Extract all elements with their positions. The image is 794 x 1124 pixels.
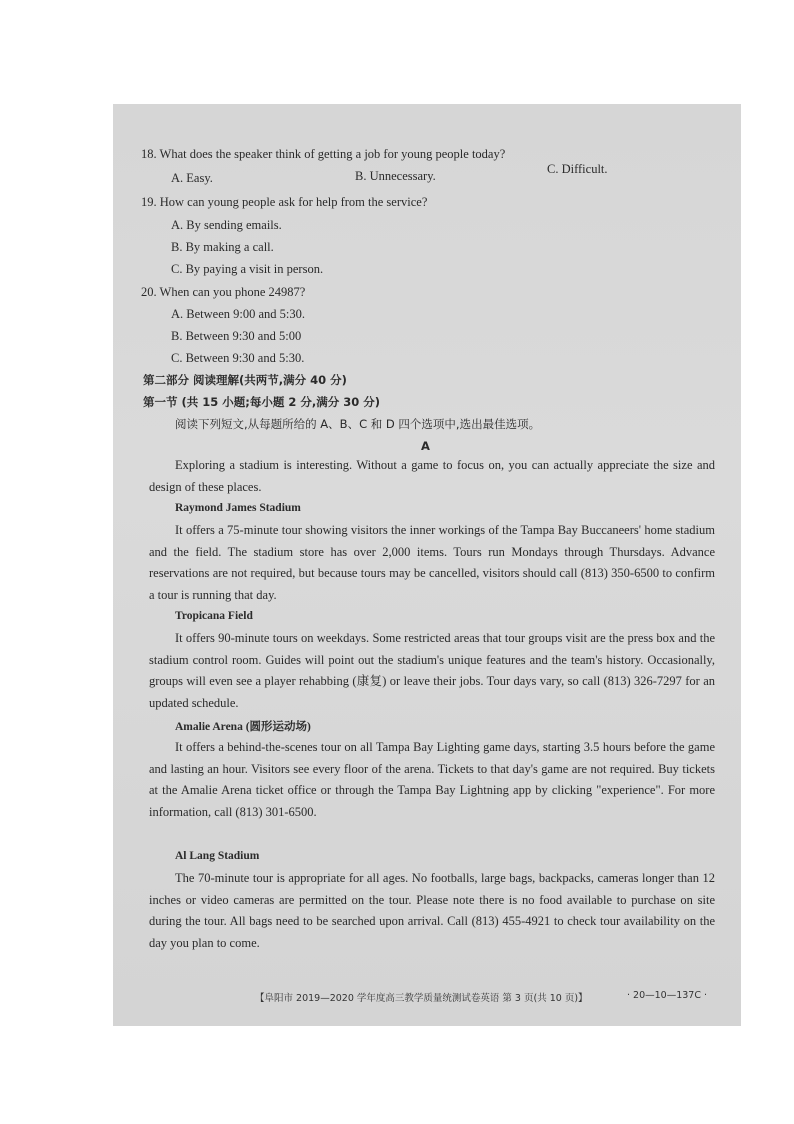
question-19-option-c: C. By paying a visit in person. (171, 262, 324, 276)
passage-label: A (421, 439, 430, 453)
footer-page-info: 【阜阳市 2019—2020 学年度高三教学质量统测试卷英语 第 3 页(共 10 页)】 (255, 993, 588, 1004)
section-1-subtitle: 第一节 (共 15 小题;每小题 2 分,满分 30 分) (143, 395, 381, 409)
question-19-option-a: A. By sending emails. (171, 218, 282, 232)
photographed-page (113, 104, 741, 1026)
question-19-stem: 19. How can young people ask for help from the service? (141, 195, 428, 209)
paragraph-raymond-james (149, 520, 715, 606)
heading-tropicana-field: Tropicana Field (175, 610, 253, 622)
question-20-option-b: B. Between 9:30 and 5:00 (171, 329, 302, 343)
section-2-title: 第二部分 阅读理解(共两节,满分 40 分) (143, 373, 347, 387)
question-20-option-a: A. Between 9:00 and 5:30. (171, 307, 306, 321)
question-20-option-c: C. Between 9:30 and 5:30. (171, 351, 305, 365)
passage-intro-text: Exploring a stadium is interesting. Without a game to focus on, you can actually appreciate the size and design of these places. (149, 458, 715, 494)
question-18-option-c: C. Difficult. (547, 162, 608, 176)
paragraph-tropicana-field (149, 628, 715, 714)
exam-paper (113, 104, 741, 1026)
heading-amalie-arena: Amalie Arena (圆形运动场) (175, 721, 311, 733)
question-18-option-b: B. Unnecessary. (355, 169, 436, 183)
reading-instruction: 阅读下列短文,从每题所给的 A、B、C 和 D 四个选项中,选出最佳选项。 (175, 417, 541, 431)
paragraph-al-lang-stadium-text: The 70-minute tour is appropriate for all ages. No footballs, large bags, backpacks, cameras longer than 12 inches or video cameras are permitted on the tour. Please note there is no food available to purchase on site during the tour. All bags need to be searched upon arrival. Call (813) 455-4921 to check tour availability on the day you plan to come. (149, 871, 715, 950)
passage-intro (149, 455, 715, 498)
heading-al-lang-stadium: Al Lang Stadium (175, 850, 260, 862)
paragraph-tropicana-field-text: It offers 90-minute tours on weekdays. Some restricted areas that tour groups visit are the press box and the stadium control room. Guides will point out the stadium's unique features and the team's history. Occasionally, groups will even see a player rehabbing (康复) or leave their jobs. Tour days vary, so call (813) 326-7297 for an updated schedule. (149, 631, 715, 710)
question-18-stem: 18. What does the speaker think of getting a job for young people today? (141, 147, 506, 161)
paragraph-raymond-james-text: It offers a 75-minute tour showing visitors the inner workings of the Tampa Bay Buccaneers' home stadium and the field. The stadium store has over 2,000 items. Tours run Mondays through Thursdays. Advance reservations are not required, but because tours may be cancelled, visitors should call (813) 350-6500 to confirm a tour is running that day. (149, 523, 715, 602)
footer-code: · 20—10—137C · (627, 990, 708, 1001)
paragraph-al-lang-stadium (149, 868, 715, 954)
paragraph-amalie-arena (149, 737, 715, 823)
question-18-option-a: A. Easy. (171, 171, 213, 185)
question-19-option-b: B. By making a call. (171, 240, 274, 254)
question-20-stem: 20. When can you phone 24987? (141, 285, 306, 299)
paragraph-amalie-arena-text: It offers a behind-the-scenes tour on all Tampa Bay Lighting game days, starting 3.5 hours before the game and lasting an hour. Visitors see every floor of the arena. Tickets to that day's game are not required. Buy tickets at the Amalie Arena ticket office or through the Tampa Bay Lightning app by clicking "experience". For more information, call (813) 301-6500. (149, 740, 715, 819)
heading-raymond-james: Raymond James Stadium (175, 502, 301, 514)
